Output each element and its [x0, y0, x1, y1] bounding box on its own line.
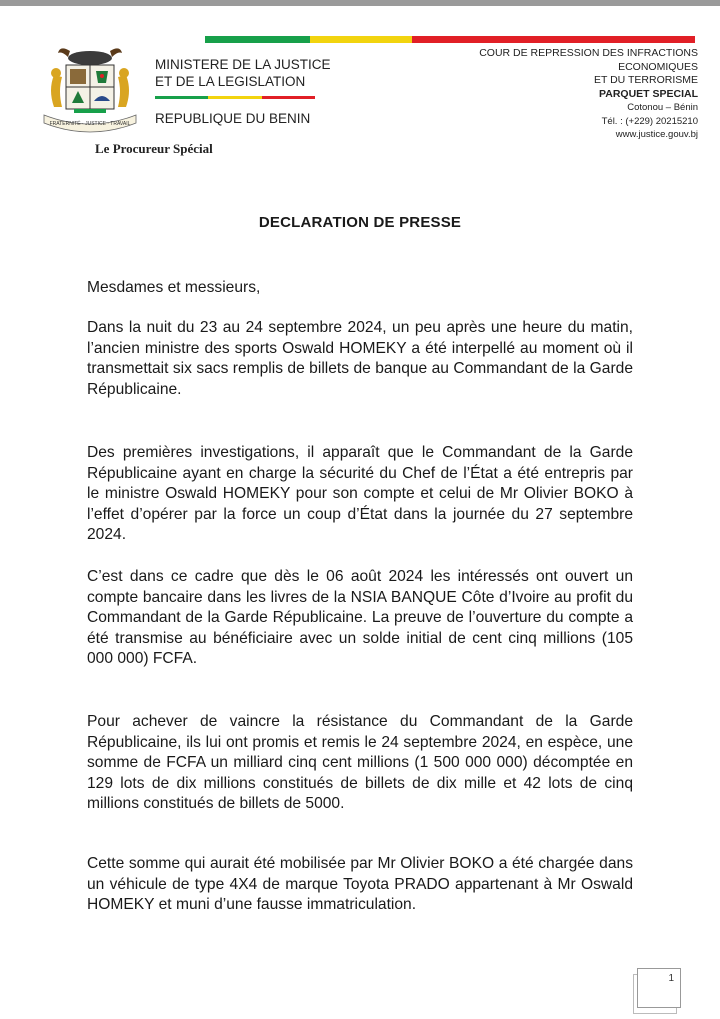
small-flag-yellow	[208, 96, 261, 99]
republic-name: REPUBLIQUE DU BENIN	[155, 111, 311, 126]
flag-stripe-small	[155, 96, 315, 99]
ministry-name	[155, 56, 331, 90]
flag-stripe-header	[205, 36, 695, 43]
paragraph-3: C’est dans ce cadre que dès le 06 août 2024 les intéressés ont ouvert un compte bancaire dans les livres de la NSIA BANQUE Côte d’Ivoire au profit du Commandant de la Garde Républicaine. La preuve de l’ouverture du compte a été transmise au bénéficiaire avec un solde initial de cent cinq millions (105 000 000) FCFA.	[87, 568, 633, 668]
page-number: 1	[668, 973, 674, 984]
top-edge-bar	[0, 0, 720, 6]
court-line-1: COUR DE REPRESSION DES INFRACTIONS ECONOMIQUES	[479, 47, 698, 73]
paragraph-4: Pour achever de vaincre la résistance du Commandant de la Garde Républicaine, ils lui ont promis et remis le 24 septembre 2024, en espèce, une somme de FCFA un milliard cinq cent millions (1 500 000 000) décomptée en 129 lots de dix millions constitués de billets de dix mille et 42 lots de cinq millions constitués de billets de 5000.	[87, 713, 633, 813]
coat-of-arms-icon	[40, 45, 140, 133]
flag-green-band	[205, 36, 310, 43]
procureur-signature-title: Le Procureur Spécial	[95, 141, 213, 156]
ministry-line-1: MINISTERE DE LA JUSTICE	[155, 57, 331, 72]
flag-red-band	[412, 36, 695, 43]
court-website: www.justice.gouv.bj	[615, 129, 698, 140]
coat-of-arms-emblem	[40, 45, 140, 133]
court-city: Cotonou – Bénin	[627, 102, 698, 113]
court-line-3: PARQUET SPECIAL	[599, 87, 698, 100]
court-block	[398, 47, 698, 142]
court-line-2: ET DU TERRORISME	[593, 74, 698, 86]
salutation: Mesdames et messieurs,	[87, 279, 261, 296]
small-flag-green	[155, 96, 208, 99]
paragraph-1: Dans la nuit du 23 au 24 septembre 2024, un peu après une heure du matin, l’ancien ministre des sports Oswald HOMEKY a été interpellé au moment où il transmettait six sacs remplis de billets de banque au Commandant de la Garde Républicaine.	[87, 319, 633, 398]
paragraph-2: Des premières investigations, il apparaît que le Commandant de la Garde Républicaine ayant en charge la sécurité du Chef de l’État a été entrepris par le ministre Oswald HOMEKY pour son compte et celui de Mr Olivier BOKO à l’effet d’opérer par la force un coup d’État dans la journée du 27 septembre 2024.	[87, 444, 633, 544]
court-phone: Tél. : (+229) 20215210	[601, 115, 698, 127]
document-title: DECLARATION DE PRESSE	[258, 214, 462, 231]
small-flag-red	[262, 96, 315, 99]
svg-text:FRATERNITÉ · JUSTICE · TRAVAIL: FRATERNITÉ · JUSTICE · TRAVAIL	[49, 121, 131, 127]
page-number-box	[637, 968, 681, 1008]
paragraph-5: Cette somme qui aurait été mobilisée par Mr Olivier BOKO a été chargée dans un véhicule de type 4X4 de marque Toyota PRADO appartenant à Mr Oswald HOMEKY et muni d’une fausse immatriculation.	[87, 855, 633, 914]
ministry-line-2: ET DE LA LEGISLATION	[155, 74, 306, 89]
flag-yellow-band	[310, 36, 412, 43]
